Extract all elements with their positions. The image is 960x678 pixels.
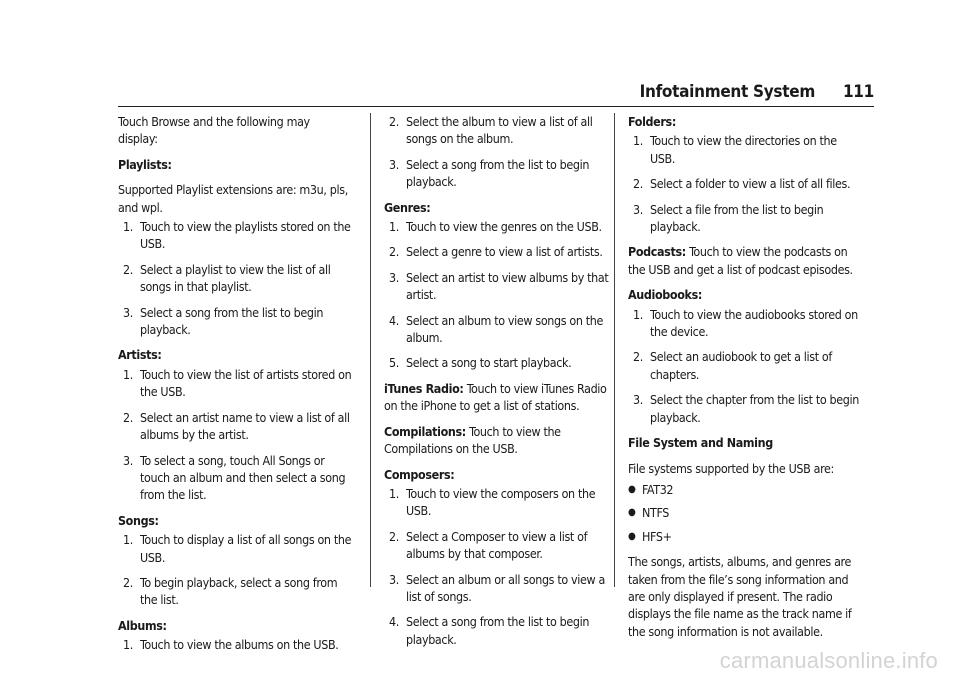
file-system-note: The songs, artists, albums, and genres are taken from the file’s song information and are only displayed if present. The radio displays the file name as the track name if the song information is not available. xyxy=(628,554,852,639)
list-item: 1. Touch to view the composers on the USB. xyxy=(389,485,596,519)
genres-steps xyxy=(384,218,618,372)
file-system-intro: File systems supported by the USB are: xyxy=(628,460,834,476)
list-item: 2. Select an artist name to view a list of all albums by the artist. xyxy=(123,409,350,443)
list-item: 1. Touch to view the audiobooks stored on the device. xyxy=(633,306,858,340)
watermark: carmanualsonline.info xyxy=(719,648,938,673)
artists-steps xyxy=(118,366,352,504)
playlists-text: Supported Playlist extensions are: m3u, pls, and wpl. xyxy=(118,182,348,215)
header-rule xyxy=(118,106,874,107)
audiobooks-heading: Audiobooks: xyxy=(628,287,702,303)
file-system-list xyxy=(628,481,862,545)
playlists-steps xyxy=(118,218,352,338)
list-item: 1. Touch to view the playlists stored on the USB. xyxy=(123,219,351,252)
podcasts-paragraph: Podcasts: Touch to view the podcasts on the USB and get a list of podcast episodes. xyxy=(628,244,853,277)
intro-text: Touch Browse and the following may display: xyxy=(118,114,310,147)
column-divider xyxy=(370,113,371,587)
column-right xyxy=(628,113,862,648)
list-item: ● NTFS xyxy=(628,504,862,521)
songs-heading: Songs: xyxy=(118,512,159,528)
list-item: 1. Touch to view the genres on the USB. xyxy=(389,219,602,235)
list-item: 2. Select the album to view a list of all songs on the album. xyxy=(389,114,593,147)
list-item: 2. Select a Composer to view a list of albums by that composer. xyxy=(389,528,588,562)
itunes-radio-paragraph: iTunes Radio: Touch to view iTunes Radio on the iPhone to get a list of stations. xyxy=(384,380,607,414)
songs-steps xyxy=(118,531,352,609)
list-item: 2. Select a folder to view a list of all files. xyxy=(633,176,851,192)
list-item: 3. Select a song from the list to begin playback. xyxy=(389,156,590,190)
genres-heading: Genres: xyxy=(384,199,431,215)
list-item: 2. Select an audiobook to get a list of chapters. xyxy=(633,349,832,382)
section-title: Infotainment System xyxy=(639,82,815,102)
list-item: 5. Select a song to start playback. xyxy=(389,355,572,371)
folders-heading: Folders: xyxy=(628,114,676,129)
list-item: ● HFS+ xyxy=(628,528,862,545)
list-item: 2. Select a playlist to view the list of all songs in that playlist. xyxy=(123,261,331,295)
list-item: 3. Select the chapter from the list to begin playback. xyxy=(633,392,859,425)
list-item: 1. Touch to display a list of all songs on the USB. xyxy=(123,532,352,565)
list-item: 3. Select a file from the list to begin playback. xyxy=(633,201,824,235)
compilations-paragraph: Compilations: Touch to view the Compilations on the USB. xyxy=(384,423,561,457)
list-item: 4. Select a song from the list to begin playback. xyxy=(389,614,590,647)
list-item: 2. Select a genre to view a list of artists. xyxy=(389,244,603,260)
list-item: 1. Touch to view the list of artists stored on the USB. xyxy=(123,366,352,400)
list-item: 3. Select a song from the list to begin playback. xyxy=(123,304,324,338)
albums-heading: Albums: xyxy=(118,617,167,633)
composers-steps xyxy=(384,485,618,648)
list-item: 3. Select an artist to view albums by that artist. xyxy=(389,269,609,303)
column-left xyxy=(118,113,352,662)
list-item: 1. Touch to view the albums on the USB. xyxy=(123,637,339,653)
column-middle xyxy=(384,113,618,656)
albums-steps-continued xyxy=(384,113,618,191)
list-item: 4. Select an album to view songs on the album. xyxy=(389,312,604,346)
audiobooks-steps xyxy=(628,306,862,426)
playlists-heading: Playlists: xyxy=(118,156,172,172)
list-item: 3. Select an album or all songs to view a list of songs. xyxy=(389,571,605,604)
artists-heading: Artists: xyxy=(118,347,162,363)
page-number: 111 xyxy=(842,82,874,102)
list-item: 3. To select a song, touch All Songs or touch an album and then select a song from the list. xyxy=(123,452,346,503)
file-system-heading: File System and Naming xyxy=(628,435,773,451)
list-item: 1. Touch to view the directories on the USB. xyxy=(633,133,837,166)
composers-heading: Composers: xyxy=(384,466,455,482)
page-header xyxy=(640,82,874,102)
albums-steps xyxy=(118,636,352,653)
folders-steps xyxy=(628,132,862,235)
list-item: ● FAT32 xyxy=(628,481,862,498)
list-item: 2. To begin playback, select a song from the list. xyxy=(123,574,338,608)
